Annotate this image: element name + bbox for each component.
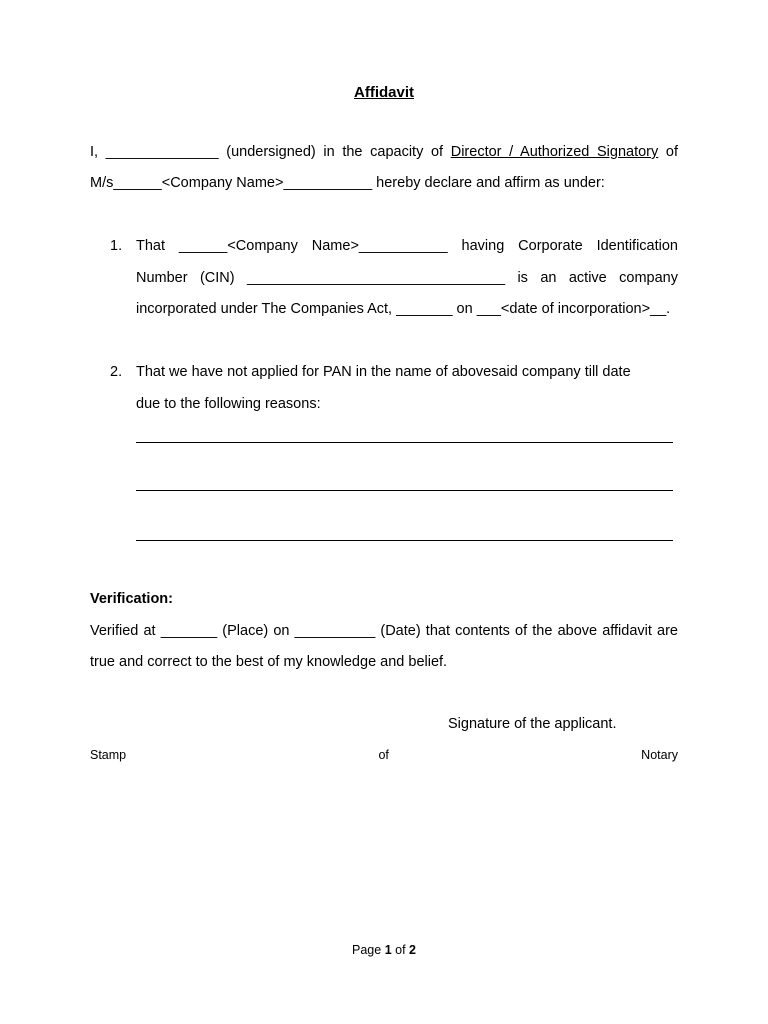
reason-blank-line-3 bbox=[136, 540, 673, 541]
signature-line: Signature of the applicant. bbox=[448, 716, 617, 732]
notary-stamp-row bbox=[90, 748, 678, 762]
current-page-number: 1 bbox=[384, 943, 392, 957]
total-page-number: 2 bbox=[409, 943, 416, 957]
stamp-word: Stamp bbox=[90, 748, 127, 762]
list-item-number: 1. bbox=[110, 238, 123, 254]
intro-paragraph bbox=[90, 137, 678, 199]
verification-paragraph: Verified at _______ (Place) on __________ (Date) that contents of the above affidavit are true and correct to the best of my knowledge and belief. bbox=[90, 623, 678, 670]
intro-line-2: M/s______<Company Name>___________ hereby declare and affirm as under: bbox=[90, 175, 605, 191]
list-item-body: That ______<Company Name>___________ having Corporate Identification Number (CIN) ________________________________ is an active company incorporated under The Companies Act, _______ on ___<date of incorporation>__. bbox=[136, 238, 678, 317]
list-item-1 bbox=[110, 231, 678, 326]
list-item-number: 2. bbox=[110, 364, 123, 380]
list-item-body: That we have not applied for PAN in the name of abovesaid company till date due to the following reasons: bbox=[136, 364, 631, 412]
reason-blank-line-2 bbox=[136, 490, 673, 491]
of-word: of bbox=[378, 748, 389, 762]
verification-heading: Verification: bbox=[90, 591, 173, 607]
list-item-2 bbox=[110, 357, 678, 420]
notary-word: Notary bbox=[641, 748, 678, 762]
page-footer: Page 1 of 2 bbox=[352, 943, 416, 957]
reason-blank-line-1 bbox=[136, 442, 673, 443]
intro-line-1: I, ______________ (undersigned) in the capacity of Director / Authorized Signatory of bbox=[90, 144, 679, 160]
document-title: Affidavit bbox=[354, 84, 414, 101]
capacity-underlined: Director / Authorized Signatory bbox=[450, 144, 659, 160]
